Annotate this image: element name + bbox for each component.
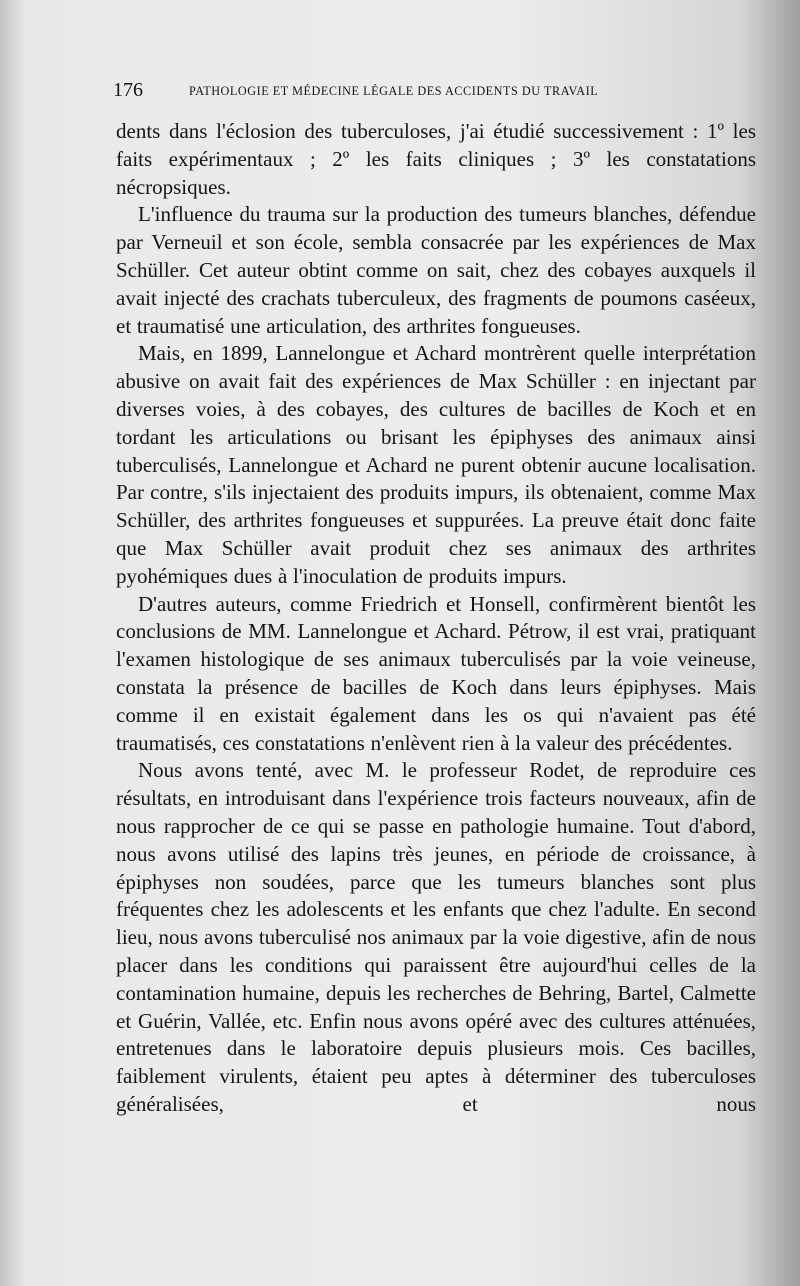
paragraph: Mais, en 1899, Lannelongue et Achard montrèrent quelle interprétation abusive on avait fait des expériences de Max Schüller : en injectant par diverses voies, à des cobayes, des cultures de bacilles de Koch et en tordant les articulations ou brisant les épiphyses des animaux ainsi tuberculisés, Lannelongue et Achard ne purent obtenir aucune localisation. Par contre, s'ils injectaient des produits impurs, ils obtenaient, comme Max Schüller, des arthrites fongueuses et suppurées. La preuve était donc faite que Max Schüller avait produit chez ses animaux des arthrites pyohémiques dues à l'inoculation de produits impurs. xyxy=(116,341,756,588)
body-text xyxy=(116,118,756,1119)
paragraph-continued: dents dans l'éclosion des tuberculoses, j'ai étudié successivement : 1º les faits expérimentaux ; 2º les faits cliniques ; 3º les constatations nécropsiques. xyxy=(116,119,756,199)
running-title: PATHOLOGIE ET MÉDECINE LÉGALE DES ACCIDENTS DU TRAVAIL xyxy=(189,84,599,98)
paragraph: Nous avons tenté, avec M. le professeur Rodet, de reproduire ces résultats, en introduisant dans l'expérience trois facteurs nouveaux, afin de nous rapprocher de ce qui se passe en pathologie humaine. Tout d'abord, nous avons utilisé des lapins très jeunes, en période de croissance, à épiphyses non soudées, parce que les tumeurs blanches sont plus fréquentes chez les adolescents et les enfants que chez l'adulte. En second lieu, nous avons tuberculisé nos animaux par la voie digestive, afin de nous placer dans les conditions qui paraissent être aujourd'hui celles de la contamination humaine, depuis les recherches de Behring, Bartel, Calmette et Guérin, Vallée, etc. Enfin nous avons opéré avec des cultures atténuées, entretenues dans le laboratoire depuis plusieurs mois. Ces bacilles, faiblement virulents, étaient peu aptes à déterminer des tuberculoses généralisées, et nous xyxy=(116,758,756,1116)
page-number: 176 xyxy=(113,79,143,101)
paragraph: L'influence du trauma sur la production des tumeurs blanches, défendue par Verneuil et son école, sembla consacrée par les expériences de Max Schüller. Cet auteur obtint comme on sait, chez des cobayes auxquels il avait injecté des crachats tuberculeux, des fragments de poumons caséeux, et traumatisé une articulation, des arthrites fongueuses. xyxy=(116,202,756,338)
page-header xyxy=(113,78,693,104)
paragraph: D'autres auteurs, comme Friedrich et Honsell, confirmèrent bientôt les conclusions de MM. Lannelongue et Achard. Pétrow, il est vrai, pratiquant l'examen histologique de ses animaux tuberculisés par la voie veineuse, constata la présence de bacilles de Koch dans leurs épiphyses. Mais comme il en existait également dans les os qui n'avaient pas été traumatisés, ces constatations n'enlèvent rien à la valeur des précédentes. xyxy=(116,591,756,755)
